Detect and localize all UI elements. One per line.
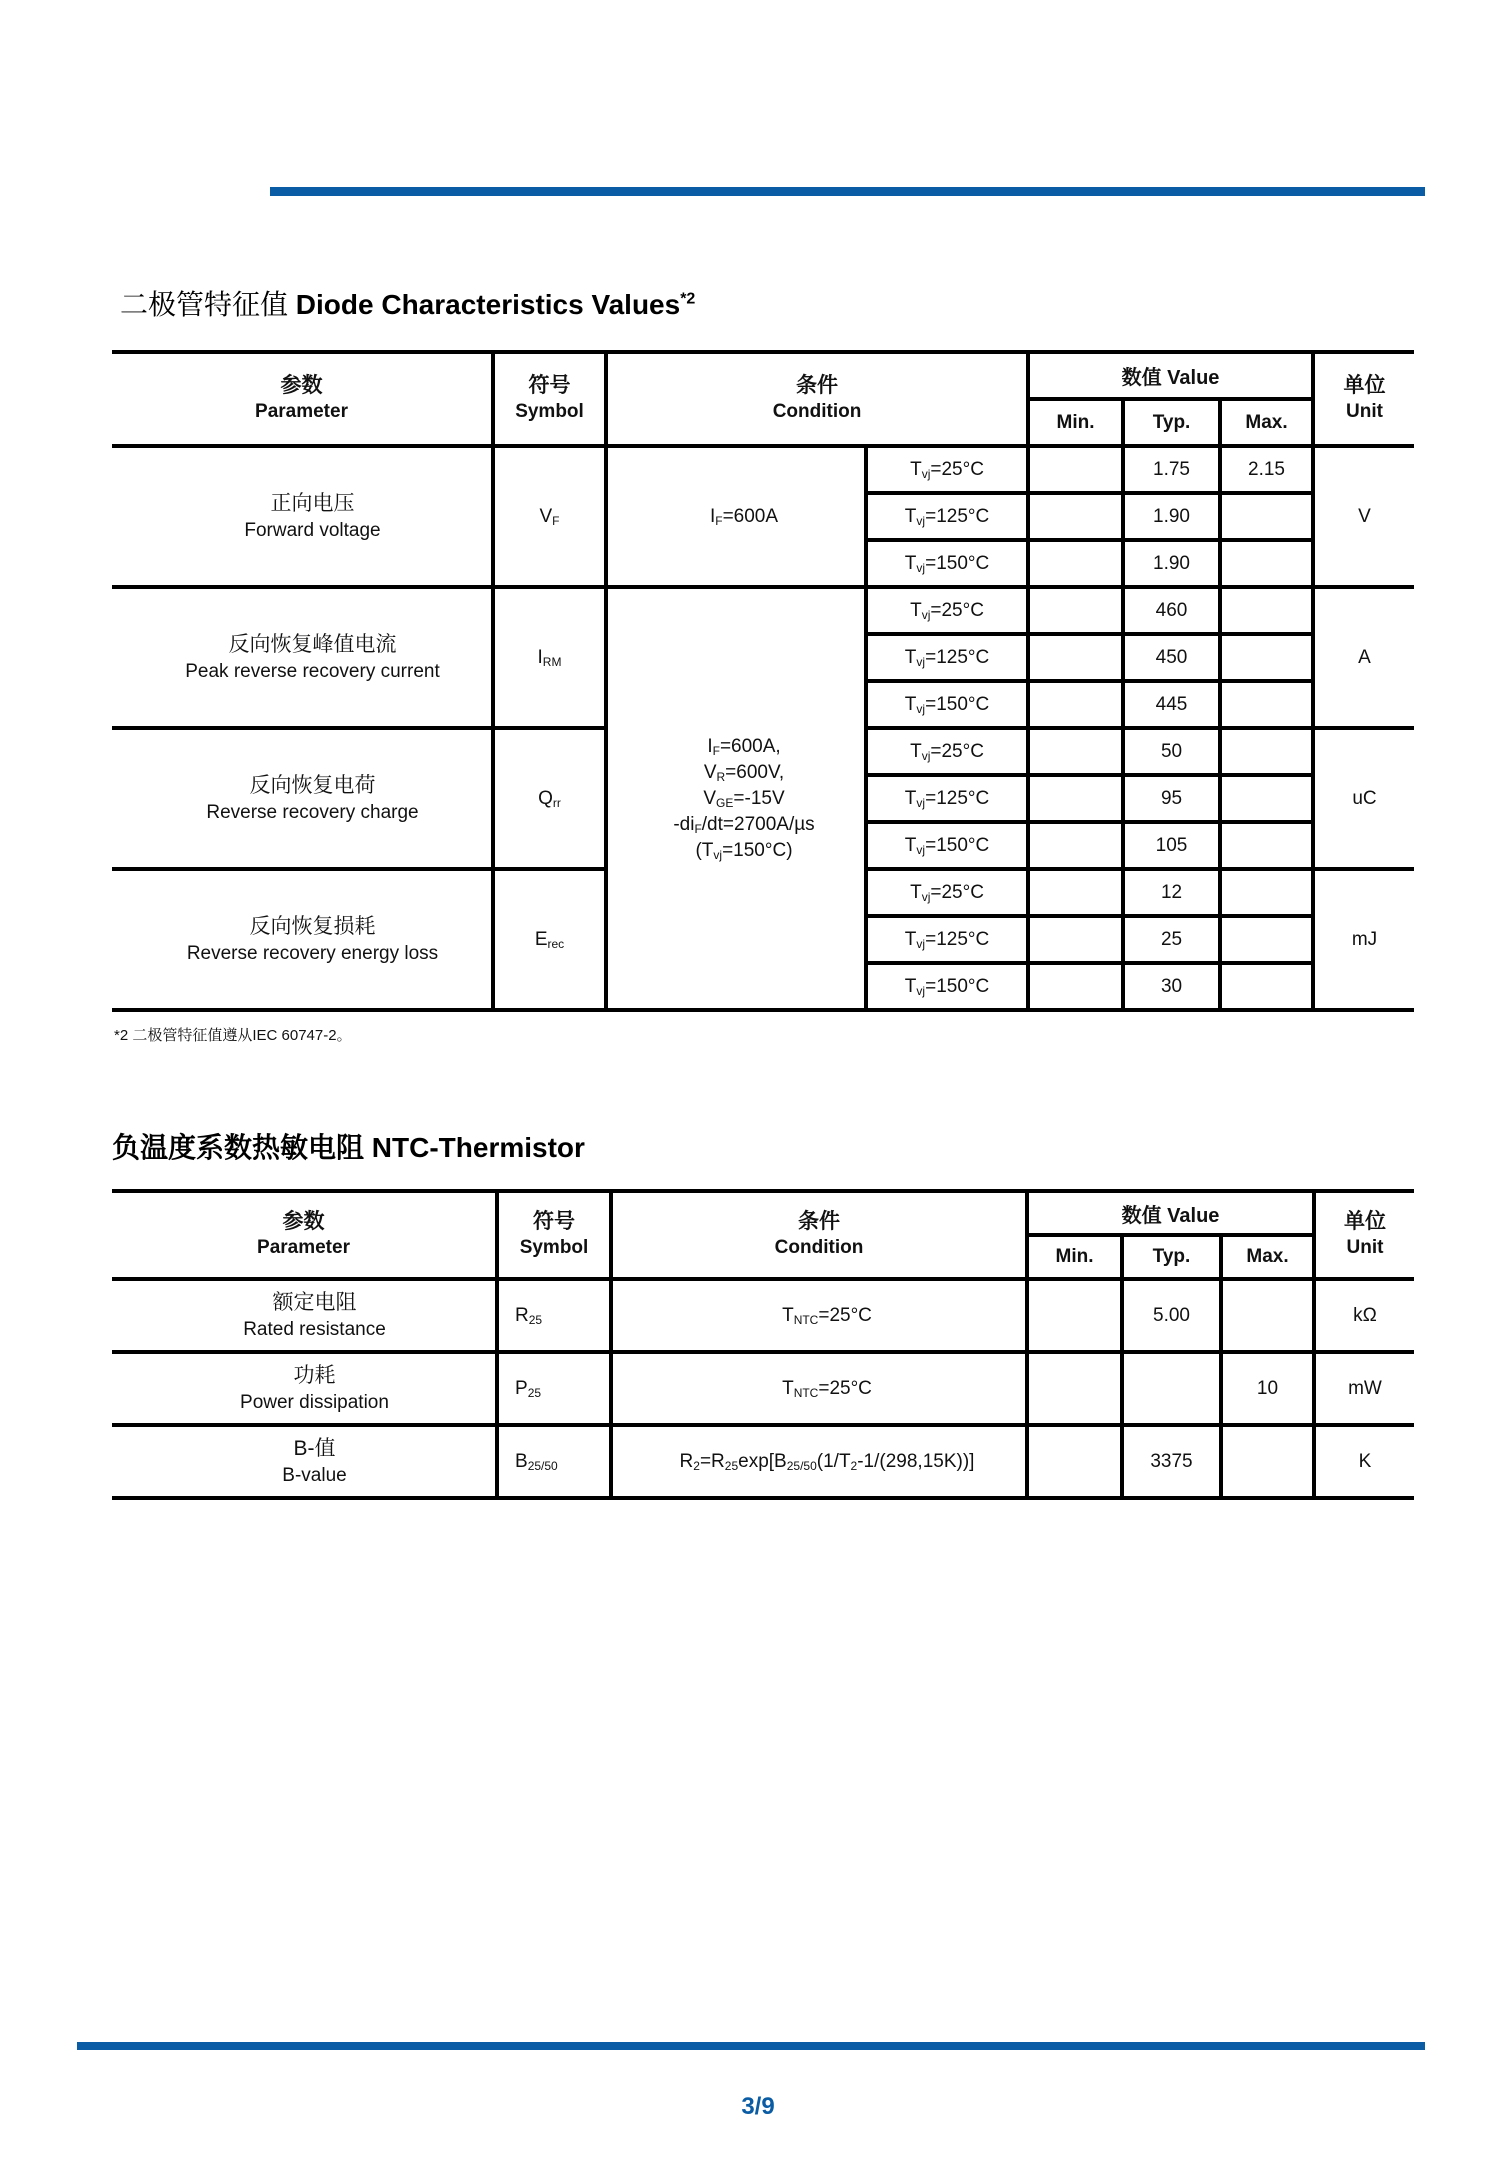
max-cell [1220, 775, 1313, 822]
max-cell [1220, 540, 1313, 587]
unit-cell: K [1314, 1425, 1414, 1498]
condition-cell: $T_{NTC}=25^\circ C$ [611, 1279, 1027, 1352]
header-parameter: 参数 Parameter [112, 352, 493, 446]
unit-cell: mJ [1313, 869, 1414, 1010]
header-min: Min. [1027, 1235, 1122, 1279]
min-cell [1028, 916, 1123, 963]
table-row [112, 1279, 1414, 1352]
condition-formula: $R_2=R_{25}\exp[B_{25/50}(1/T_2-1/(298,15K))]$ [611, 1425, 1027, 1498]
header-typ: Typ. [1122, 1235, 1221, 1279]
typ-cell: 95 [1123, 775, 1220, 822]
param-forward-voltage: 正向电压 Forward voltage [112, 446, 493, 587]
tvj-cell: $T_{vj}=25^\circ C$ [866, 446, 1028, 493]
max-cell [1220, 822, 1313, 869]
typ-cell: 30 [1123, 963, 1220, 1010]
tvj-cell: $T_{vj}=125^\circ C$ [866, 493, 1028, 540]
tvj-cell: $T_{vj}=25^\circ C$ [866, 587, 1028, 634]
param-peak-reverse-recovery-current: 反向恢复峰值电流 Peak reverse recovery current [112, 587, 493, 728]
typ-cell: 1.90 [1123, 493, 1220, 540]
header-unit: 单位 Unit [1314, 1191, 1414, 1279]
symbol-irm: $I_{RM}$ [493, 587, 606, 728]
tvj-cell: $T_{vj}=150^\circ C$ [866, 540, 1028, 587]
header-condition: 条件 Condition [611, 1191, 1027, 1279]
max-cell [1220, 634, 1313, 681]
max-cell: 10 [1221, 1352, 1314, 1425]
typ-cell: 50 [1123, 728, 1220, 775]
symbol-qrr: $Q_{rr}$ [493, 728, 606, 869]
table-row [112, 587, 1414, 634]
footer-bar [77, 2042, 1425, 2050]
min-cell [1028, 493, 1123, 540]
tvj-cell: $T_{vj}=25^\circ C$ [866, 869, 1028, 916]
page-number: 3/9 [741, 2093, 775, 2120]
tvj-cell: $T_{vj}=125^\circ C$ [866, 634, 1028, 681]
header-max: Max. [1220, 399, 1313, 446]
max-cell [1220, 869, 1313, 916]
unit-cell: A [1313, 587, 1414, 728]
min-cell [1028, 634, 1123, 681]
param-b-value: B-值 B-value [112, 1425, 497, 1498]
typ-cell [1122, 1352, 1221, 1425]
symbol-p25: $P_{25}$ [497, 1352, 611, 1425]
unit-cell: V [1313, 446, 1414, 587]
condition-shared-recovery: $I_F=600A$, $V_R=600V$, $V_{GE}=-15V$ $-di_F/dt=2700A/\mu s$ $(T_{vj}=150^\circ C)$ [606, 587, 866, 1010]
table-row [112, 446, 1414, 493]
typ-cell: 12 [1123, 869, 1220, 916]
header-parameter: 参数 Parameter [112, 1191, 497, 1279]
typ-cell: 5.00 [1122, 1279, 1221, 1352]
header-value: 数值 Value [1027, 1191, 1314, 1235]
min-cell [1027, 1425, 1122, 1498]
param-power-dissipation: 功耗 Power dissipation [112, 1352, 497, 1425]
typ-cell: 460 [1123, 587, 1220, 634]
typ-cell: 445 [1123, 681, 1220, 728]
header-unit: 单位 Unit [1313, 352, 1414, 446]
table-row [112, 1425, 1414, 1498]
param-rated-resistance: 额定电阻 Rated resistance [112, 1279, 497, 1352]
header-symbol: 符号 Symbol [497, 1191, 611, 1279]
max-cell: 2.15 [1220, 446, 1313, 493]
max-cell [1221, 1279, 1314, 1352]
header-min: Min. [1028, 399, 1123, 446]
param-reverse-recovery-energy-loss: 反向恢复损耗 Reverse recovery energy loss [112, 869, 493, 1010]
max-cell [1220, 728, 1313, 775]
header-bar [270, 187, 1425, 196]
max-cell [1220, 493, 1313, 540]
max-cell [1220, 963, 1313, 1010]
ntc-thermistor-table [112, 1189, 1414, 1500]
diode-section-title: 二极管特征值 Diode Characteristics Values$^{*2}$ [120, 289, 696, 320]
min-cell [1027, 1352, 1122, 1425]
max-cell [1220, 587, 1313, 634]
min-cell [1028, 540, 1123, 587]
tvj-cell: $T_{vj}=125^\circ C$ [866, 916, 1028, 963]
min-cell [1028, 869, 1123, 916]
min-cell [1028, 963, 1123, 1010]
header-symbol: 符号 Symbol [493, 352, 606, 446]
typ-cell: 450 [1123, 634, 1220, 681]
condition-cell: $T_{NTC}=25^\circ C$ [611, 1352, 1027, 1425]
min-cell [1028, 681, 1123, 728]
param-reverse-recovery-charge: 反向恢复电荷 Reverse recovery charge [112, 728, 493, 869]
typ-cell: 25 [1123, 916, 1220, 963]
header-condition: 条件 Condition [606, 352, 1028, 446]
tvj-cell: $T_{vj}=125^\circ C$ [866, 775, 1028, 822]
diode-footnote: *2 二极管特征值遵从IEC 60747-2。 [114, 1027, 352, 1044]
header-max: Max. [1221, 1235, 1314, 1279]
typ-cell: 3375 [1122, 1425, 1221, 1498]
tvj-cell: $T_{vj}=25^\circ C$ [866, 728, 1028, 775]
header-typ: Typ. [1123, 399, 1220, 446]
unit-cell: kΩ [1314, 1279, 1414, 1352]
condition-if: $I_F=600A$ [606, 446, 866, 587]
symbol-b2550: $B_{25/50}$ [497, 1425, 611, 1498]
diode-characteristics-table [112, 350, 1414, 1012]
tvj-cell: $T_{vj}=150^\circ C$ [866, 963, 1028, 1010]
symbol-r25: $R_{25}$ [497, 1279, 611, 1352]
min-cell [1028, 822, 1123, 869]
ntc-section-title: 负温度系数热敏电阻 NTC-Thermistor [112, 1132, 585, 1163]
header-value: 数值 Value [1028, 352, 1313, 399]
typ-cell: 1.90 [1123, 540, 1220, 587]
min-cell [1028, 587, 1123, 634]
tvj-cell: $T_{vj}=150^\circ C$ [866, 681, 1028, 728]
table-row [112, 1352, 1414, 1425]
max-cell [1220, 681, 1313, 728]
min-cell [1027, 1279, 1122, 1352]
unit-cell: mW [1314, 1352, 1414, 1425]
symbol-erec: $E_{rec}$ [493, 869, 606, 1010]
min-cell [1028, 775, 1123, 822]
symbol-vf: $V_F$ [493, 446, 606, 587]
max-cell [1220, 916, 1313, 963]
min-cell [1028, 728, 1123, 775]
min-cell [1028, 446, 1123, 493]
typ-cell: 105 [1123, 822, 1220, 869]
typ-cell: 1.75 [1123, 446, 1220, 493]
max-cell [1221, 1425, 1314, 1498]
tvj-cell: $T_{vj}=150^\circ C$ [866, 822, 1028, 869]
unit-cell: uC [1313, 728, 1414, 869]
